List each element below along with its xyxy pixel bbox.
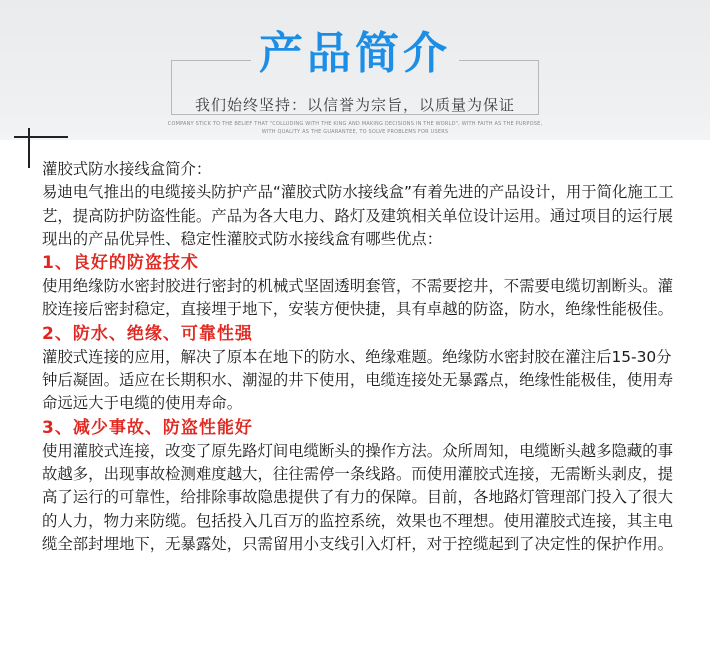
english-slogan-line-1: COMPANY STICK TO THE BELIEF THAT "COLLUDING WITH THE KING AND MAKING DECISIONS IN THE WORLD", WITH FAITH AS THE PURPOSE, (167, 121, 543, 127)
section-heading-reduce-accidents: 3、减少事故、防盗性能好 (42, 417, 253, 438)
intro-label: 灌胶式防水接线盒简介： (42, 160, 212, 178)
section-text-reduce-accidents: 使用灌胶式连接，改变了原先路灯间电缆断头的操作方法。众所周知，电缆断头越多隐藏的事故越多，出现事故检测难度越大，往往需停一条线路。而使用灌胶式连接，无需断头剥皮，提高了运行的可靠性，给排除事故隐患提供了有力的保障。目前，各地路灯管理部门投入了很大的人力，物力来防缆。包括投入几百万的监控系统，效果也不理想。使用灌胶式连接，其主电缆全部封埋地下，无暴露处，只需留用小支线引入灯杆，对于控缆起到了决定性的保护作用。 (42, 441, 674, 553)
corner-mark-horizontal (14, 136, 68, 138)
article-body (42, 158, 682, 556)
page-title: 产品简介 (259, 28, 451, 79)
section-heading-waterproof: 2、防水、绝缘、可靠性强 (42, 323, 253, 344)
corner-mark-vertical (28, 128, 30, 168)
section-text-waterproof: 灌胶式连接的应用，解决了原本在地下的防水、绝缘难题。绝缘防水密封胶在灌注后15-30分钟后凝固。适应在长期积水、潮湿的井下使用，电缆连接处无暴露点，绝缘性能极佳，使用寿命远远大于电缆的使用寿命。 (42, 347, 674, 413)
section-text-anti-theft: 使用绝缘防水密封胶进行密封的机械式坚固透明套管，不需要挖井，不需要电缆切割断头。灌胶连接后密封稳定，直接埋于地下，安装方便快捷，具有卓越的防盗，防水，绝缘性能极佳。 (42, 277, 674, 319)
section-heading-anti-theft: 1、良好的防盗技术 (42, 253, 199, 274)
intro-text: 易迪电气推出的电缆接头防护产品“灌胶式防水接线盒”有着先进的产品设计，用于简化施工工艺，提高防护防盗性能。产品为各大电力、路灯及建筑相关单位设计运用。通过项目的运行展现出的产品优异性、稳定性灌胶式防水接线盒有哪些优点： (42, 183, 674, 248)
header-banner (0, 0, 710, 140)
english-slogan-line-2: WITH QUALITY AS THE GUARANTEE, TO SOLVE PROBLEMS FOR USERS (261, 129, 449, 135)
page-subtitle: 我们始终坚持：以信誉为宗旨，以质量为保证 (194, 96, 515, 114)
